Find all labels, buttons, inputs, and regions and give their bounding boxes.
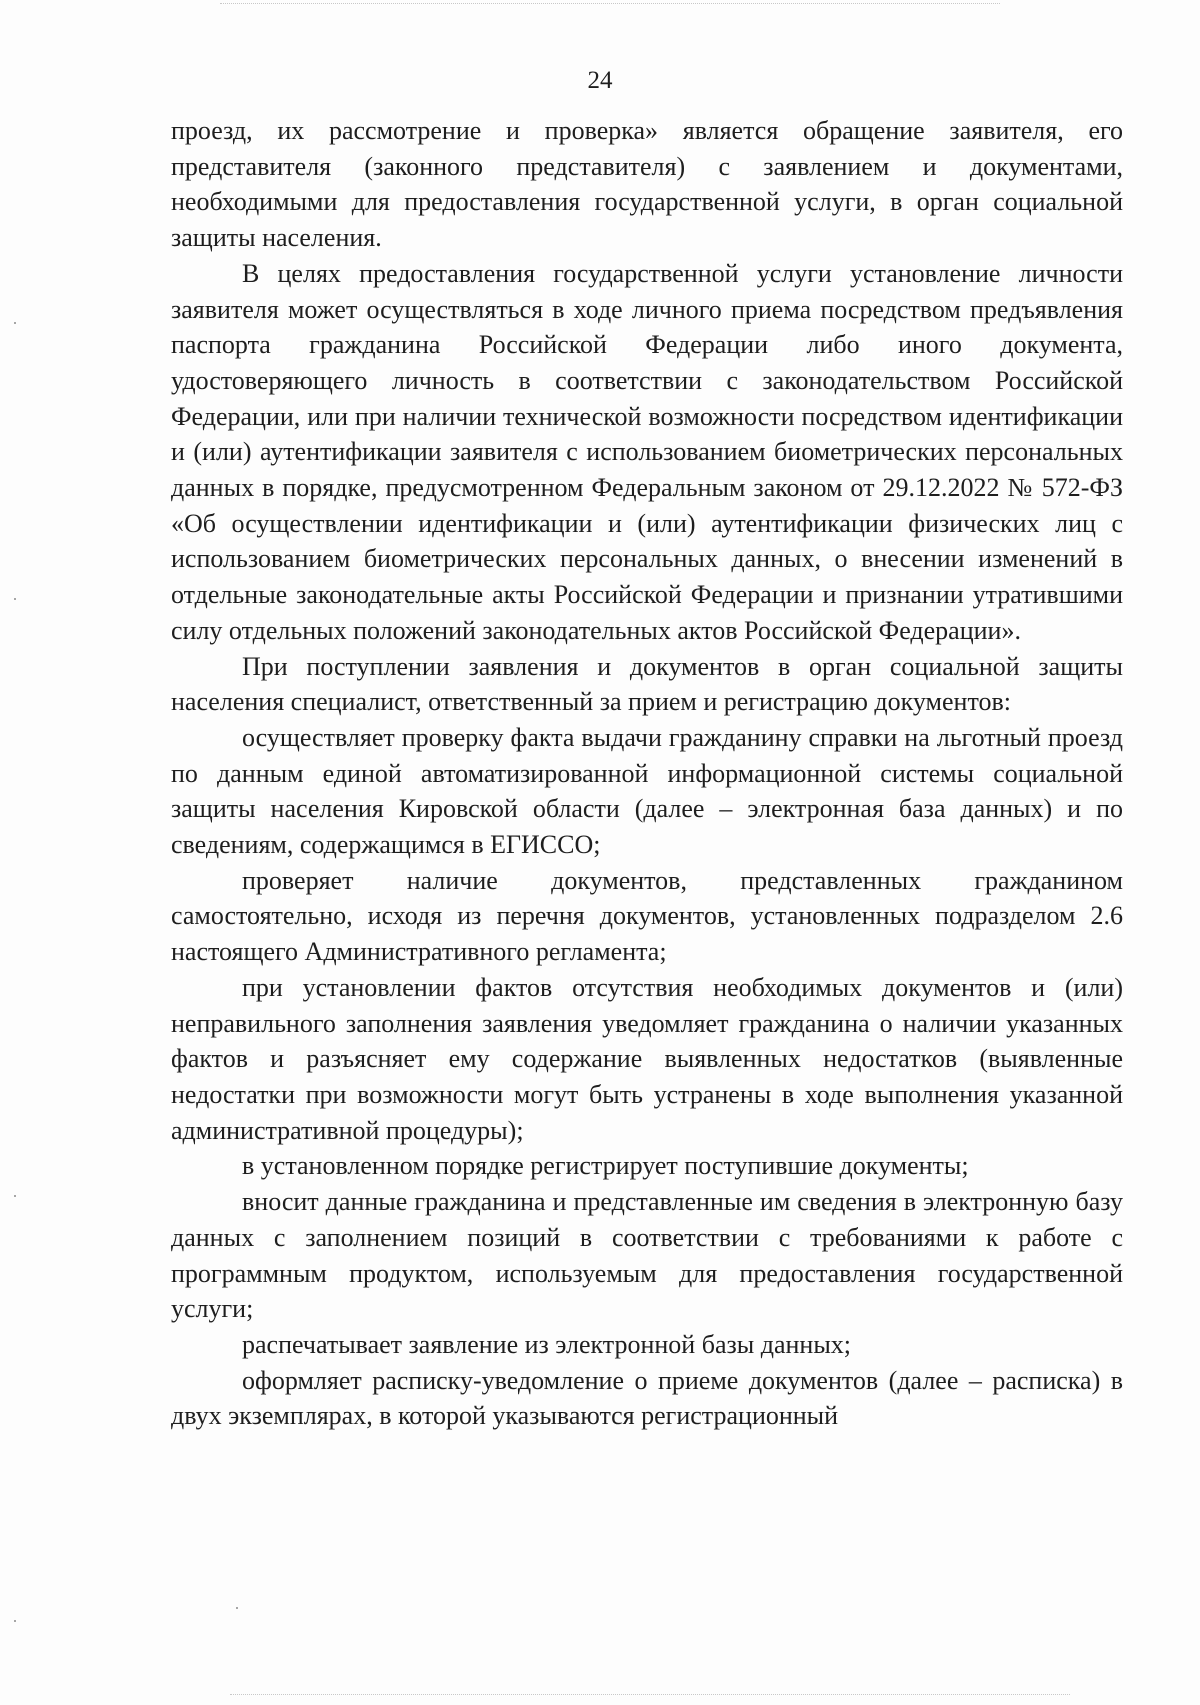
scan-edge-top bbox=[220, 3, 1000, 5]
scan-speck bbox=[14, 1195, 16, 1197]
paragraph: проверяет наличие документов, представленных гражданином самостоятельно, исходя из перечня документов, установленных подразделом 2.6 настоящего Административного регламента; bbox=[171, 865, 1123, 967]
scan-speck bbox=[14, 598, 16, 600]
paragraph: проезд, их рассмотрение и проверка» является обращение заявителя, его представителя (законного представителя) с заявлением и документами, необходимыми для предоставления государственной услуги, в орган социальной защиты населения. bbox=[171, 116, 1123, 253]
paragraph: в установленном порядке регистрирует поступившие документы; bbox=[242, 1151, 969, 1181]
paragraph: В целях предоставления государственной услуги установление личности заявителя может осуществляться в ходе личного приема посредством предъявления паспорта гражданина Российской Федерации либо иного документа, удостоверяющего личность в соответствии с законодательством Российской Федерации, или при наличии технической возможности посредством идентификации и (или) аутентификации заявителя с использованием биометрических персональных данных в порядке, предусмотренном Федеральным законом от 29.12.2022 № 572-ФЗ «Об осуществлении идентификации и (или) аутентификации физических лиц с использованием биометрических персональных данных, о внесении изменений в отдельные законодательные акты Российской Федерации и признании утратившими силу отдельных положений законодательных актов Российской Федерации». bbox=[171, 258, 1123, 645]
paragraph: распечатывает заявление из электронной базы данных; bbox=[242, 1329, 852, 1359]
page-number: 24 bbox=[587, 67, 613, 94]
paragraph: осуществляет проверку факта выдачи гражданину справки на льготный проезд по данным единой автоматизированной информационной системы социальной защиты населения Кировской области (далее – электронная база данных) и по сведениям, содержащимся в ЕГИССО; bbox=[171, 722, 1123, 860]
document-body bbox=[171, 113, 1123, 1434]
scan-speck bbox=[236, 1607, 238, 1609]
scan-speck bbox=[14, 1620, 16, 1622]
paragraph: При поступлении заявления и документов в орган социальной защиты населения специалист, ответственный за прием и регистрацию документов: bbox=[171, 651, 1123, 717]
scan-speck bbox=[14, 322, 16, 324]
scan-edge-bottom bbox=[230, 1694, 1070, 1696]
paragraph: вносит данные гражданина и представленные им сведения в электронную базу данных с заполнением позиций в соответствии с требованиями к работе с программным продуктом, используемым для предоставления государственной услуги; bbox=[171, 1187, 1123, 1324]
paragraph: оформляет расписку-уведомление о приеме документов (далее – расписка) в двух экземплярах, в которой указываются регистрационный bbox=[171, 1365, 1123, 1431]
paragraph: при установлении фактов отсутствия необходимых документов и (или) неправильного заполнения заявления уведомляет гражданина о наличии указанных фактов и разъясняет ему содержание выявленных недостатков (выявленные недостатки при возможности могут быть устранены в ходе выполнения указанной административной процедуры); bbox=[171, 972, 1123, 1145]
